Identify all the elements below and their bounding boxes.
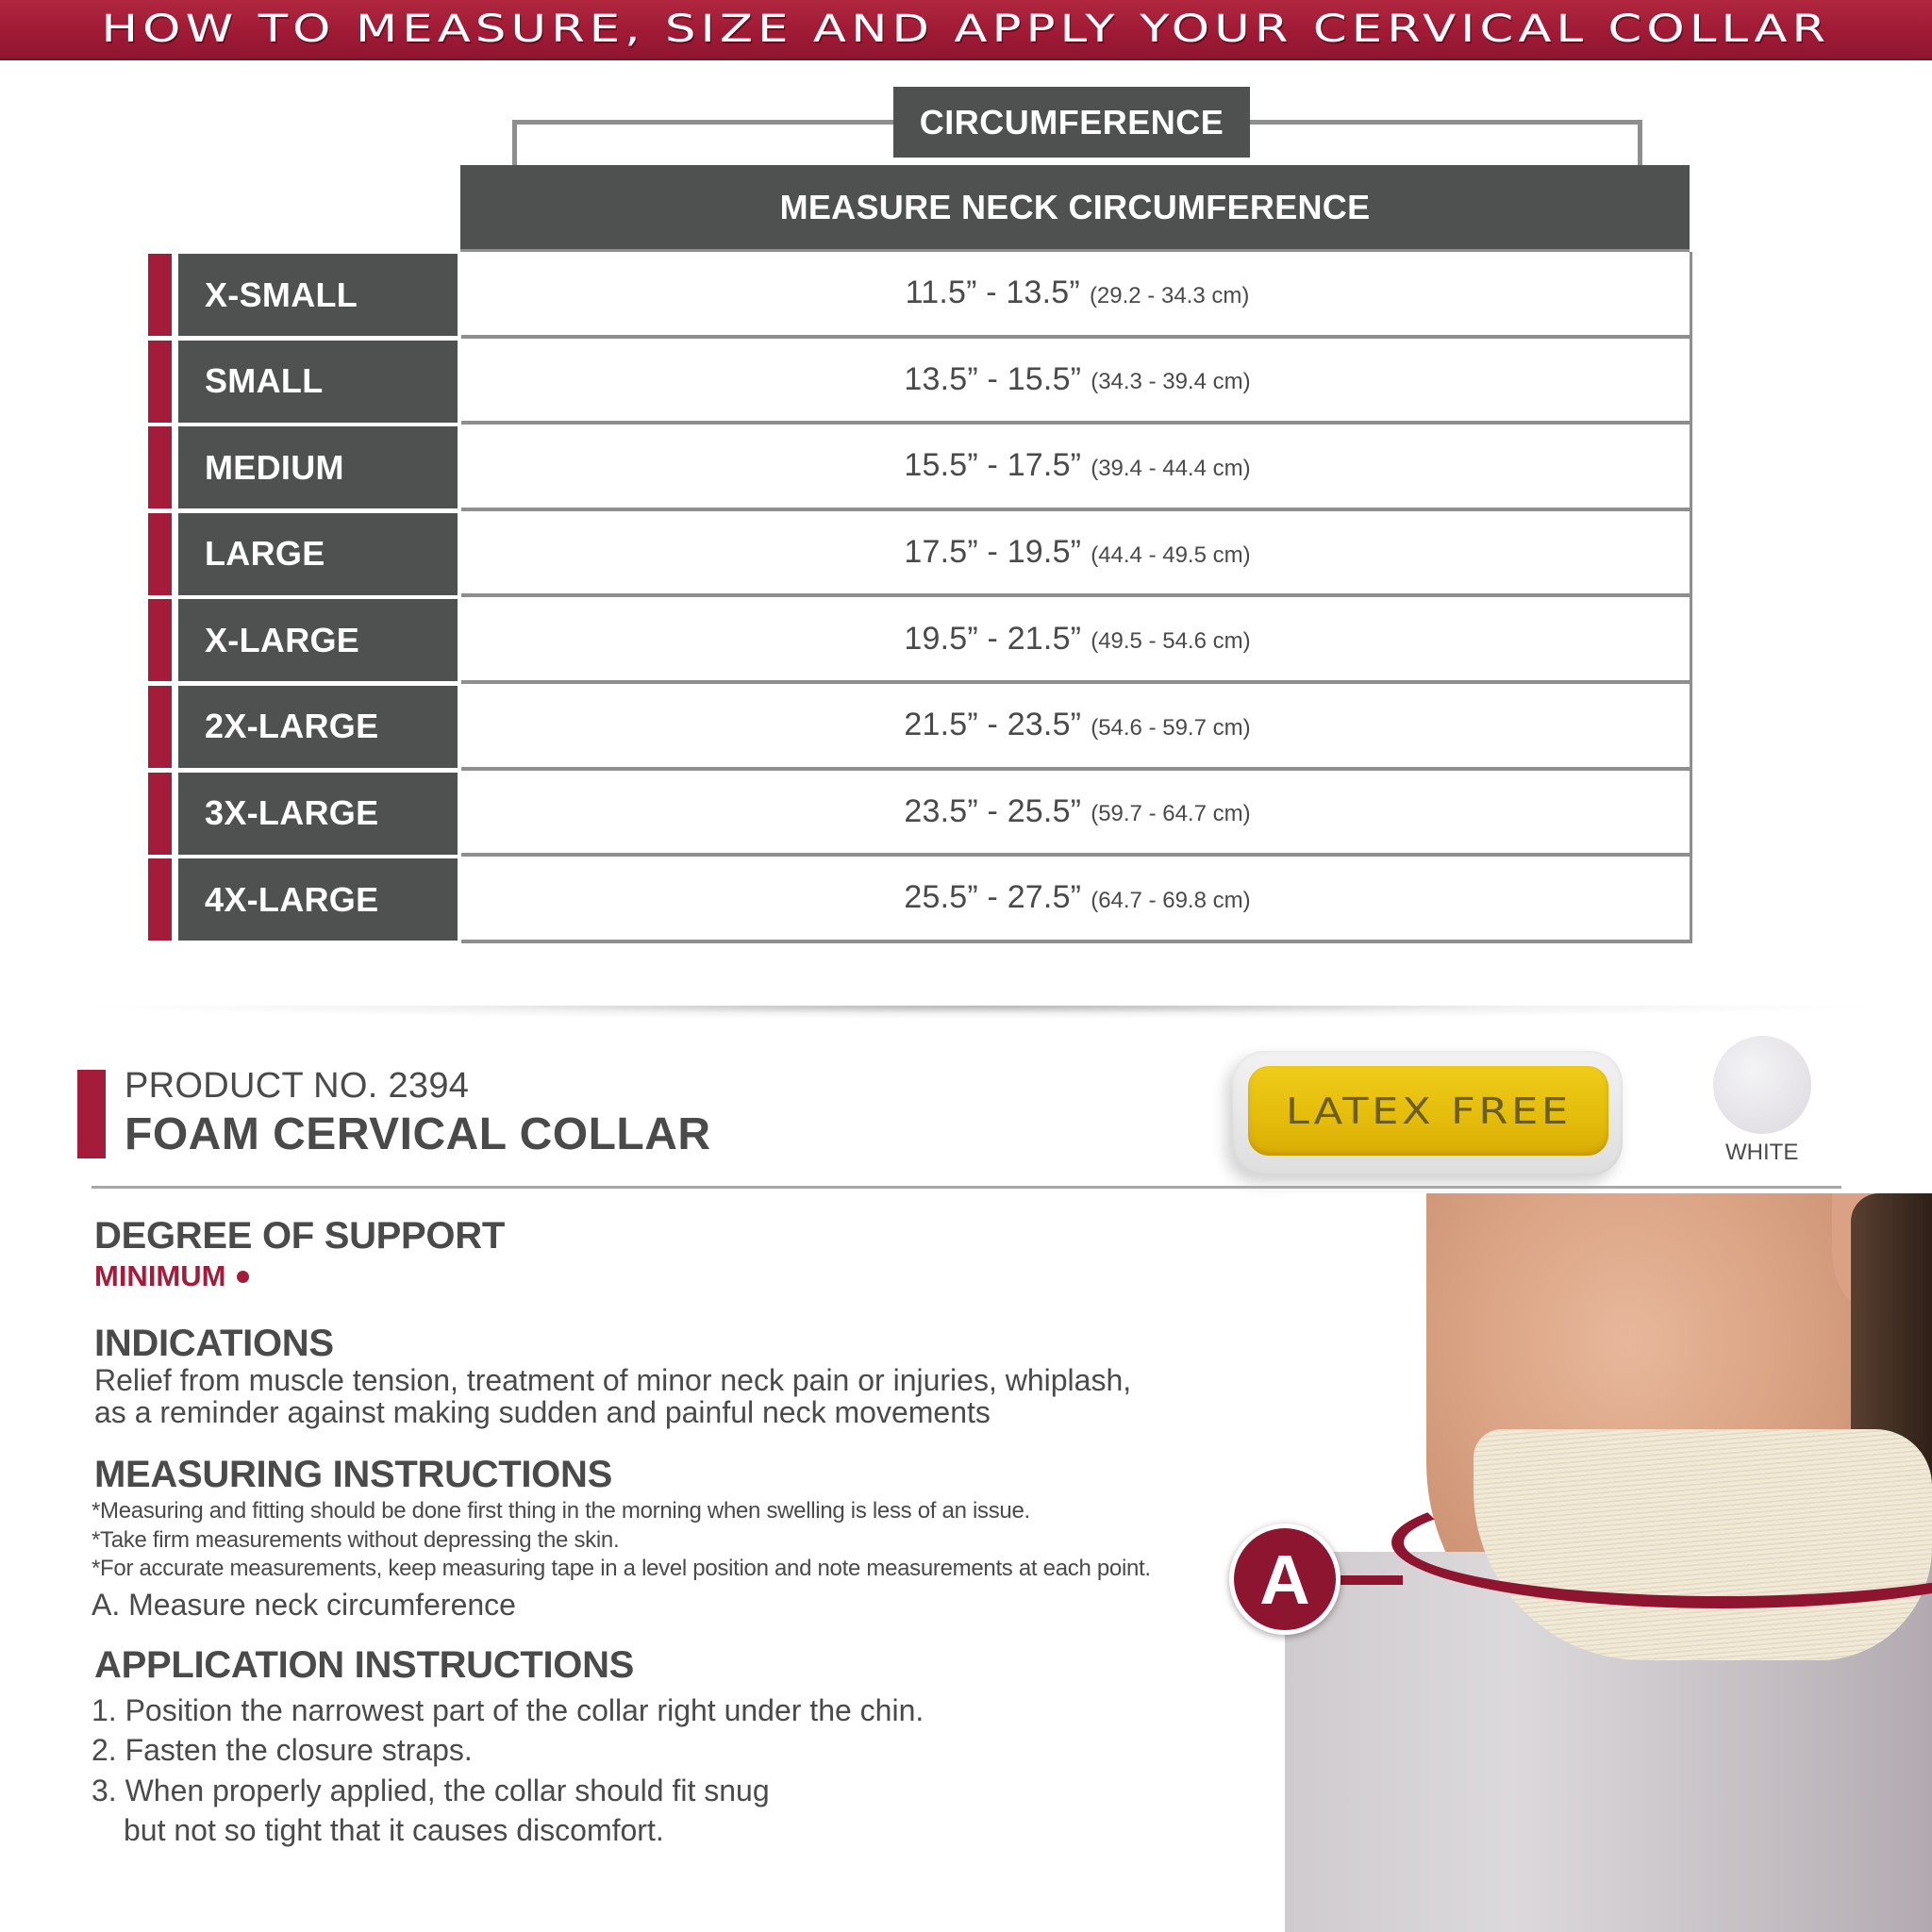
cm-range: (59.7 - 64.7 cm)	[1091, 801, 1251, 827]
application-step: 1. Position the narrowest part of the collar right under the chin.	[92, 1693, 924, 1727]
size-label: MEDIUM	[178, 426, 458, 508]
indications-line: as a reminder against making sudden and painful neck movements	[94, 1395, 991, 1429]
size-label: X-SMALL	[178, 254, 458, 336]
size-label: 3X-LARGE	[178, 773, 458, 855]
measurement-marker-a: A	[1229, 1524, 1341, 1635]
product-photo	[1285, 1193, 1932, 1932]
cm-range: (49.5 - 54.6 cm)	[1091, 628, 1251, 655]
measurement-cell	[461, 597, 1692, 684]
row-accent-bar	[148, 773, 172, 855]
table-row	[148, 857, 1692, 943]
application-step: 2. Fasten the closure straps.	[92, 1733, 473, 1767]
cm-range: (44.4 - 49.5 cm)	[1091, 541, 1251, 568]
measuring-heading: MEASURING INSTRUCTIONS	[94, 1454, 612, 1495]
support-level	[94, 1259, 249, 1293]
measurement-cell	[461, 425, 1692, 511]
table-row	[148, 252, 1692, 339]
indications-line: Relief from muscle tension, treatment of minor neck pain or injuries, whiplash,	[94, 1363, 1132, 1397]
product-separator	[92, 1186, 1841, 1189]
inches-range: 19.5” - 21.5”	[904, 620, 1082, 657]
application-step-continued: but not so tight that it causes discomfort.	[124, 1813, 664, 1847]
table-row	[148, 339, 1692, 425]
size-label: X-LARGE	[178, 599, 458, 681]
measurement-cell	[461, 684, 1692, 771]
size-chart-table	[148, 252, 1692, 943]
size-label: LARGE	[178, 513, 458, 595]
cm-range: (29.2 - 34.3 cm)	[1089, 282, 1250, 308]
row-accent-bar	[148, 426, 172, 508]
table-row	[148, 425, 1692, 511]
latex-free-label: LATEX FREE	[1285, 1090, 1572, 1132]
cm-range: (39.4 - 44.4 cm)	[1091, 455, 1251, 481]
page-banner	[0, 0, 1932, 60]
table-row	[148, 597, 1692, 684]
inches-range: 25.5” - 27.5”	[904, 879, 1082, 916]
marker-connector	[1337, 1575, 1403, 1585]
measurement-cell	[461, 252, 1692, 339]
latex-free-badge	[1248, 1066, 1608, 1156]
row-accent-bar	[148, 254, 172, 336]
support-heading: DEGREE OF SUPPORT	[94, 1215, 505, 1257]
application-heading: APPLICATION INSTRUCTIONS	[94, 1644, 635, 1686]
table-row	[148, 511, 1692, 598]
inches-range: 11.5” - 13.5”	[905, 275, 1080, 311]
inches-range: 17.5” - 19.5”	[904, 534, 1082, 571]
row-accent-bar	[148, 858, 172, 941]
measurement-cell	[461, 339, 1692, 425]
row-accent-bar	[148, 599, 172, 681]
row-accent-bar	[148, 513, 172, 595]
cm-range: (54.6 - 59.7 cm)	[1091, 714, 1251, 741]
application-step: 3. When properly applied, the collar should fit snug	[92, 1774, 770, 1807]
measurement-cell	[461, 771, 1692, 858]
color-label: WHITE	[1725, 1140, 1799, 1165]
product-name: FOAM CERVICAL COLLAR	[125, 1109, 711, 1159]
measuring-note: *For accurate measurements, keep measuring tape in a level position and note measurements at each point.	[92, 1556, 1151, 1581]
section-divider	[85, 1006, 1877, 1019]
table-column-header: MEASURE NECK CIRCUMFERENCE	[460, 165, 1690, 252]
measurement-cell	[461, 511, 1692, 598]
measurement-cell	[461, 857, 1692, 943]
measuring-step-a: A. Measure neck circumference	[92, 1588, 516, 1622]
size-label: 4X-LARGE	[178, 858, 458, 941]
size-label: 2X-LARGE	[178, 686, 458, 768]
inches-range: 13.5” - 15.5”	[904, 360, 1082, 397]
support-level-dot-icon	[237, 1271, 249, 1283]
measuring-note: *Measuring and fitting should be done first thing in the morning when swelling is less of an issue.	[92, 1498, 1030, 1524]
inches-range: 21.5” - 23.5”	[904, 707, 1082, 743]
row-accent-bar	[148, 686, 172, 768]
table-row	[148, 771, 1692, 858]
inches-range: 15.5” - 17.5”	[904, 447, 1082, 484]
support-level-text: MINIMUM	[94, 1259, 226, 1292]
table-row	[148, 684, 1692, 771]
color-swatch-white	[1713, 1036, 1811, 1134]
measuring-note: *Take firm measurements without depressing the skin.	[92, 1527, 620, 1553]
banner-title: HOW TO MEASURE, SIZE AND APPLY YOUR CERVICAL COLLAR	[101, 8, 1831, 51]
size-label: SMALL	[178, 341, 458, 423]
circumference-label: CIRCUMFERENCE	[893, 87, 1250, 158]
inches-range: 23.5” - 25.5”	[904, 792, 1082, 829]
product-number: PRODUCT NO. 2394	[125, 1066, 470, 1106]
product-accent-bar	[77, 1070, 106, 1158]
cm-range: (64.7 - 69.8 cm)	[1091, 887, 1251, 913]
indications-heading: INDICATIONS	[94, 1323, 334, 1364]
cm-range: (34.3 - 39.4 cm)	[1091, 369, 1251, 395]
row-accent-bar	[148, 341, 172, 423]
